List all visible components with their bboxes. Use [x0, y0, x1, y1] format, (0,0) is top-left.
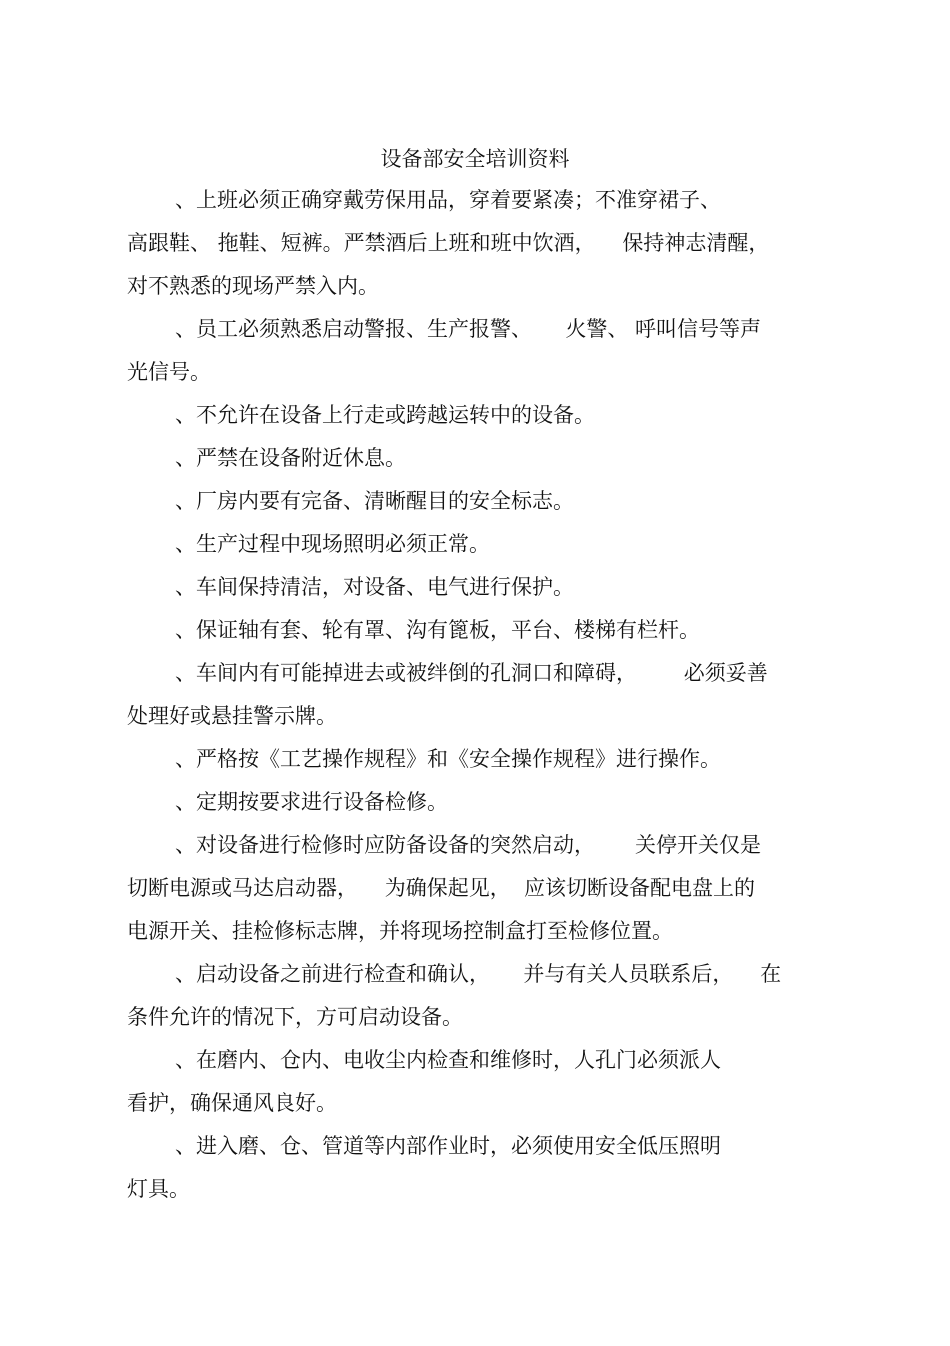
- item-15-line-2: 灯具。: [127, 1177, 190, 1201]
- item-14-line-1: 、在磨内、仓内、电收尘内检查和维修时，人孔门必须派人: [175, 1048, 721, 1072]
- item-13-line-2: 条件允许的情况下，方可启动设备。: [127, 1005, 463, 1029]
- item-12-line-1: 、对设备进行检修时应防备设备的突然启动， 关停开关仅是: [175, 833, 762, 857]
- item-13-line-1: 、启动设备之前进行检查和确认， 并与有关人员联系后， 在: [175, 962, 782, 986]
- item-12-line-3: 电源开关、挂检修标志牌，并将现场控制盒打至检修位置。: [127, 919, 673, 943]
- item-2-line-1: 、员工必须熟悉启动警报、生产报警、 火警、 呼叫信号等声: [175, 317, 762, 341]
- item-3-line-1: 、不允许在设备上行走或跨越运转中的设备。: [175, 403, 595, 427]
- item-6-line-1: 、生产过程中现场照明必须正常。: [175, 532, 490, 556]
- item-10-line-1: 、严格按《工艺操作规程》和《安全操作规程》进行操作。: [175, 747, 721, 771]
- item-1-line-2: 高跟鞋、 拖鞋、短裤。严禁酒后上班和班中饮酒， 保持神志清醒，: [127, 231, 770, 255]
- item-14-line-2: 看护，确保通风良好。: [127, 1091, 337, 1115]
- item-1-line-1: 、上班必须正确穿戴劳保用品，穿着要紧凑；不准穿裙子、: [175, 188, 721, 212]
- item-7-line-1: 、车间保持清洁，对设备、电气进行保护。: [175, 575, 574, 599]
- item-2-line-2: 光信号。: [127, 360, 211, 384]
- document-title: 设备部安全培训资料: [380, 147, 570, 171]
- item-8-line-1: 、保证轴有套、轮有罩、沟有篦板，平台、楼梯有栏杆。: [175, 618, 700, 642]
- item-9-line-1: 、车间内有可能掉进去或被绊倒的孔洞口和障碍， 必须妥善: [175, 661, 768, 685]
- item-1-line-3: 对不熟悉的现场严禁入内。: [127, 274, 379, 298]
- item-4-line-1: 、严禁在设备附近休息。: [175, 446, 406, 470]
- item-12-line-2: 切断电源或马达启动器， 为确保起见， 应该切断设备配电盘上的: [127, 876, 756, 900]
- item-15-line-1: 、进入磨、仓、管道等内部作业时，必须使用安全低压照明: [175, 1134, 721, 1158]
- item-11-line-1: 、定期按要求进行设备检修。: [175, 790, 448, 814]
- item-9-line-2: 处理好或悬挂警示牌。: [127, 704, 337, 728]
- item-5-line-1: 、厂房内要有完备、清晰醒目的安全标志。: [175, 489, 574, 513]
